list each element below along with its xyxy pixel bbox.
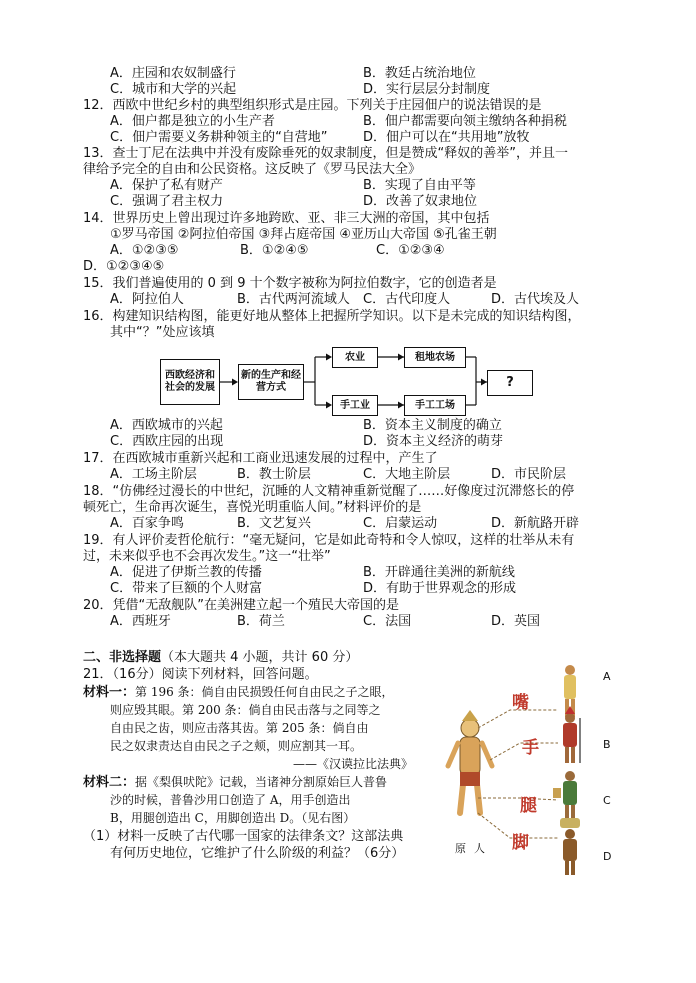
- diagram-node-new-production: [238, 364, 304, 400]
- q18-option-d: D．新航路开辟: [491, 516, 580, 531]
- q14-option-c: C．①②③④: [376, 243, 445, 258]
- q19-stem-line1: 19．有人评价麦哲伦航行：“毫无疑问，它是如此奇特和令人惊叹，这样的壮举从未有: [83, 533, 575, 548]
- diagram-node-unknown: [487, 370, 533, 396]
- q18-stem-line2: 顿死亡，生命再次诞生，喜悦光明重临人间。”材料评价的是: [83, 500, 422, 515]
- q20-option-a: A．西班牙: [110, 614, 171, 629]
- q18-option-c: C．启蒙运动: [363, 516, 438, 531]
- q21-material2-label: 材料二：: [83, 775, 136, 790]
- diagram-node-agriculture-label: 农业: [345, 351, 365, 363]
- q15-option-b: B．古代两河流域人: [237, 292, 350, 307]
- diagram-node-workshop-label: 手工工场: [415, 399, 455, 411]
- q14-option-b: B．①②④⑤: [240, 243, 309, 258]
- q21-material2-text1: 据《梨俱吠陀》记载，当诸神分割原始巨人普鲁: [135, 775, 388, 789]
- q19-option-d: D．有助于世界观念的形成: [363, 581, 517, 596]
- diagram-node-unknown-label: ?: [506, 375, 514, 390]
- diagram-node-handicraft: [332, 395, 378, 416]
- q12-option-d: D．佃户可以在“共用地”放牧: [363, 130, 530, 145]
- q21-material1-line2: 则应毁其眼。第 200 条：倘自由民击落与之同等之: [110, 703, 381, 717]
- q21-subquestion1-line1: （1）材料一反映了古代哪一国家的法律条文？这部法典: [83, 829, 404, 844]
- figure-label-a: A: [603, 670, 611, 683]
- section2-note: （本大题共 4 小题，共计 60 分）: [161, 650, 359, 665]
- q17-option-b: B．教士阶层: [237, 467, 311, 482]
- q14-stem: 14．世界历史上曾出现过许多地跨欧、亚、非三大洲的帝国，其中包括: [83, 211, 490, 226]
- q21-material1-line3: 自由民之齿，则应击落其齿。第 205 条：倘自由: [110, 721, 369, 735]
- diagram-node-farm: [404, 347, 466, 368]
- q21-material1-line1: [83, 685, 394, 700]
- diagram-node-new-production-label: 新的生产和经营方式: [241, 370, 301, 393]
- q11-option-b: B．教廷占统治地位: [363, 66, 476, 81]
- section2-title: 二、非选择题: [83, 650, 162, 665]
- q21-material2-line1: [83, 775, 387, 790]
- q13-option-a: A．保护了私有财产: [110, 178, 223, 193]
- diagram-node-root-label: 西欧经济和社会的发展: [165, 370, 215, 393]
- q20-option-c: C．法国: [363, 614, 412, 629]
- q15-option-d: D．古代埃及人: [491, 292, 580, 307]
- q16-option-d: D．资本主义经济的萌芽: [363, 434, 504, 449]
- q16-option-b: B．资本主义制度的确立: [363, 418, 502, 433]
- purusha-figure: [440, 648, 640, 878]
- caste-figure-d-icon: [560, 818, 580, 875]
- q21-subquestion1-line2: 有何历史地位，它维护了什么阶级的利益？（6分）: [110, 846, 405, 861]
- q17-option-a: A．工场主阶层: [110, 467, 197, 482]
- figure-label-b: B: [603, 738, 611, 751]
- q21-material1-text1: 第 196 条：倘自由民损毁任何自由民之子之眼，: [135, 685, 394, 699]
- q15-option-c: C．古代印度人: [363, 292, 451, 307]
- q21-material2-line3: B，用腿创造出 C，用脚创造出 D。（见右图）: [110, 811, 356, 825]
- q19-option-c: C．带来了巨额的个人财富: [110, 581, 263, 596]
- q21-material1-label: 材料一：: [83, 685, 136, 700]
- diagram-node-agriculture: [332, 347, 378, 368]
- q14-option-a: A．①②③⑤: [110, 243, 179, 258]
- figure-label-c: C: [603, 794, 611, 807]
- q20-option-d: D．英国: [491, 614, 541, 629]
- section2-heading: [83, 650, 358, 665]
- q13-option-d: D．改善了奴隶地位: [363, 194, 478, 209]
- q13-stem-line1: 13．查士丁尼在法典中并没有废除垂死的奴隶制度，但是赞成“释奴的善举”，并且一: [83, 146, 569, 161]
- q18-option-b: B．文艺复兴: [237, 516, 311, 531]
- figure-word-mouth: 嘴: [512, 693, 529, 713]
- q14-items: ①罗马帝国 ②阿拉伯帝国 ③拜占庭帝国 ④亚历山大帝国 ⑤孔雀王朝: [110, 227, 497, 242]
- q19-stem-line2: 过，未来似乎也不会再次发生。”这一“壮举”: [83, 549, 331, 564]
- q11-option-c: C．城市和大学的兴起: [110, 82, 237, 97]
- q13-option-b: B．实现了自由平等: [363, 178, 476, 193]
- q20-stem: 20．凭借“无敌舰队”在美洲建立起一个殖民大帝国的是: [83, 598, 400, 613]
- figure-label-d: D: [603, 850, 612, 863]
- figure-word-leg: 腿: [520, 796, 537, 816]
- q18-stem-line1: 18．“仿佛经过漫长的中世纪，沉睡的人文精神重新觉醒了……好像度过沉滞悠长的停: [83, 484, 575, 499]
- q14-option-d: D．①②③④⑤: [83, 259, 165, 274]
- q12-option-a: A．佃户都是独立的小生产者: [110, 114, 275, 129]
- q16-option-a: A．西欧城市的兴起: [110, 418, 223, 433]
- q21-stem: 21．（16分）阅读下列材料，回答问题。: [83, 667, 318, 682]
- figure-caption: 原人: [455, 842, 493, 855]
- q16-option-c: C．西欧庄园的出现: [110, 434, 224, 449]
- diagram-node-handicraft-label: 手工业: [340, 399, 370, 411]
- q17-option-c: C．大地主阶层: [363, 467, 451, 482]
- q17-option-d: D．市民阶层: [491, 467, 567, 482]
- figure-word-hand: 手: [522, 738, 539, 758]
- q19-option-b: B．开辟通往美洲的新航线: [363, 565, 515, 580]
- q18-option-a: A．百家争鸣: [110, 516, 184, 531]
- q19-option-a: A．促进了伊斯兰教的传播: [110, 565, 262, 580]
- q13-stem-line2: 律给予完全的自由和公民资格。这反映了《罗马民法大全》: [83, 162, 422, 177]
- q16-stem-line1: 16．构建知识结构图，能更好地从整体上把握所学知识。以下是未完成的知识结构图，: [83, 309, 581, 324]
- q13-option-c: C．强调了君主权力: [110, 194, 224, 209]
- q21-material1-source: ——《汉谟拉比法典》: [293, 757, 414, 771]
- q17-stem: 17．在西欧城市重新兴起和工商业迅速发展的过程中，产生了: [83, 451, 438, 466]
- diagram-node-workshop: [404, 395, 466, 416]
- caste-figure-c-icon: [553, 771, 577, 821]
- q15-stem: 15．我们普遍使用的 0 到 9 十个数字被称为阿拉伯数字，它的创造者是: [83, 276, 497, 291]
- q21-material1-line4: 民之奴隶责达自由民之子之颊，则应割其一耳。: [110, 739, 363, 753]
- diagram-node-root: [160, 359, 220, 405]
- q11-option-a: A．庄园和农奴制盛行: [110, 66, 236, 81]
- q21-material2-line2: 沙的时候，普鲁沙用口创造了 A，用手创造出: [110, 793, 351, 807]
- figure-word-foot: 脚: [512, 833, 529, 853]
- q15-option-a: A．阿拉伯人: [110, 292, 184, 307]
- q12-stem: 12．西欧中世纪乡村的典型组织形式是庄园。下列关于庄园佃户的说法错误的是: [83, 98, 542, 113]
- q12-option-c: C．佃户需要义务耕种领主的“自营地”: [110, 130, 328, 145]
- q16-stem-line2: 其中“？”处应该填: [110, 325, 215, 340]
- diagram-node-farm-label: 租地农场: [415, 351, 455, 363]
- q20-option-b: B．荷兰: [237, 614, 285, 629]
- q11-option-d: D．实行层层分封制度: [363, 82, 491, 97]
- q12-option-b: B．佃户都需要向领主缴纳各种捐税: [363, 114, 567, 129]
